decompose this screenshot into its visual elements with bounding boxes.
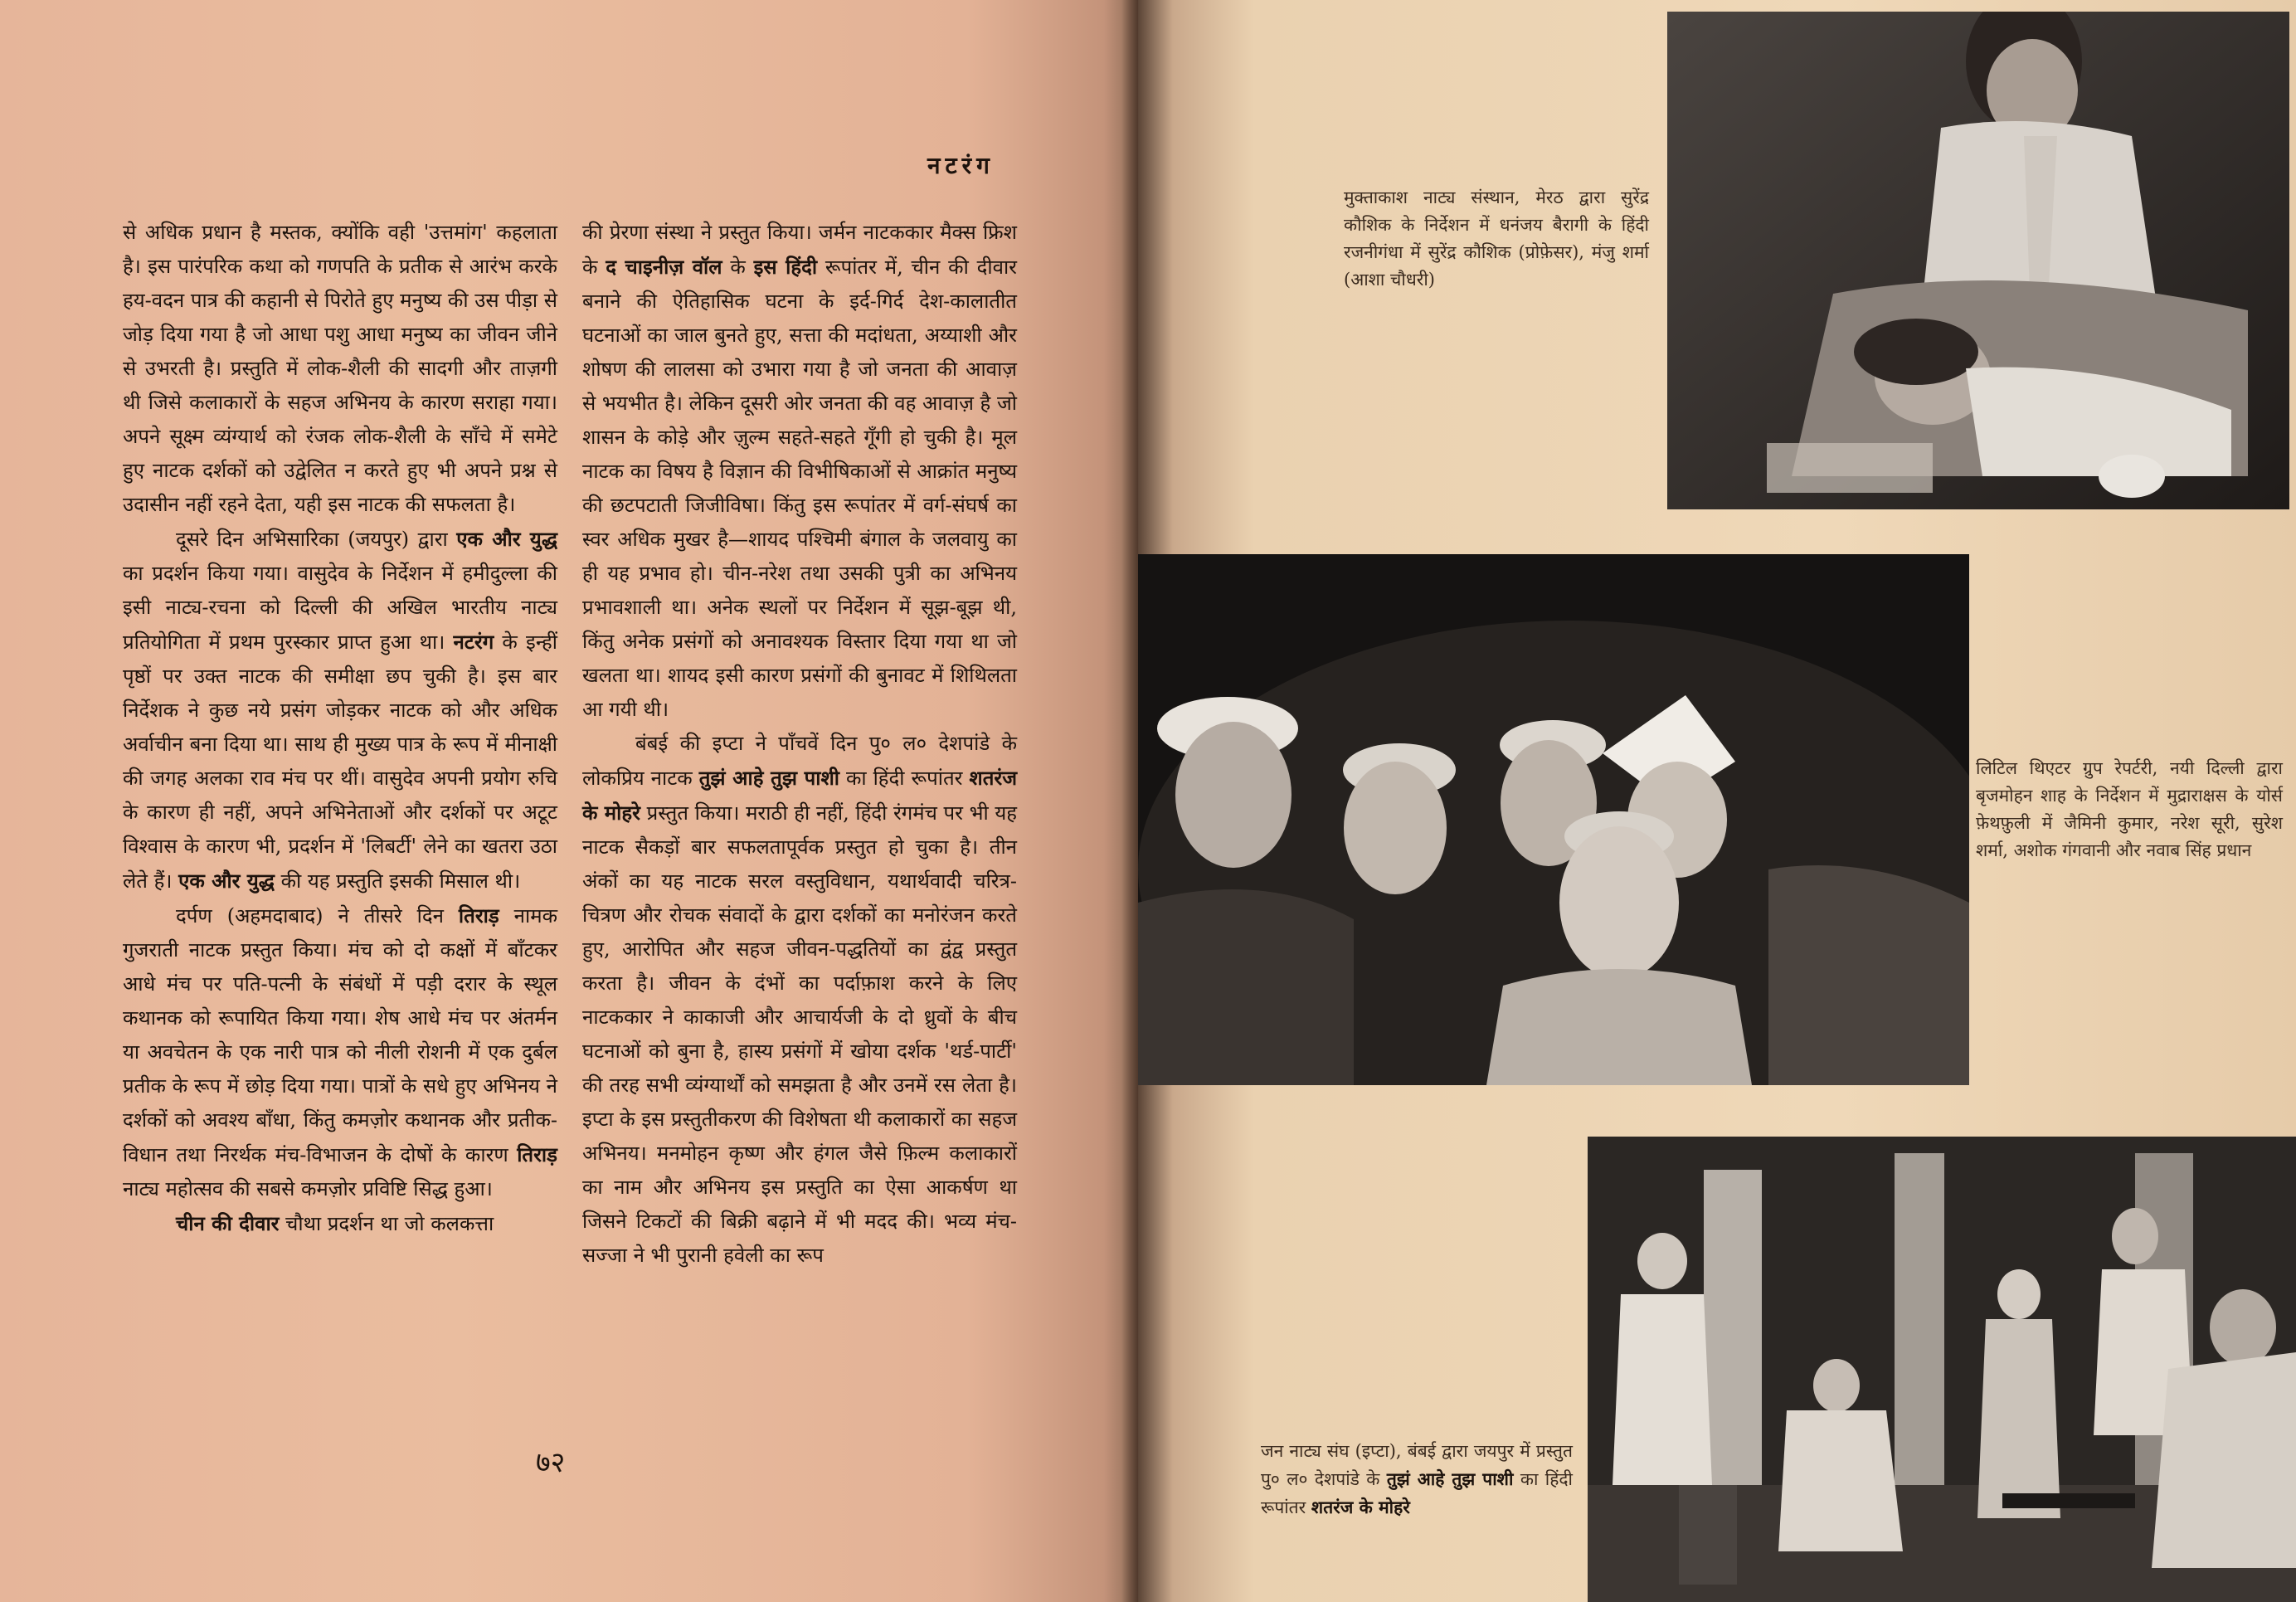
paragraph [123,1206,557,1241]
play-title: एक और युद्ध [456,527,557,551]
paragraph [123,522,557,898]
text-span: नामक गुजराती नाटक प्रस्तुत किया। मंच को दो कक्षों में बाँटकर आधे मंच पर पति-पत्नी के संबंधों में पड़ी दरार के स्थूल कथानक को रूपायित किया गया। शेष आधे मंच पर अंतर्मन या अवचेतन के एक नारी पात्र को नीली रोशनी में एक दुर्बल प्रतीक के रूप में छोड़ दिया गया। पात्रों के सधे हुए अभिनय ने दर्शकों को अवश्य बाँधा, किंतु कमज़ोर कथानक और प्रतीक-विधान तथा निरर्थक मंच-विभाजन के दोषों के कारण [123,904,557,1166]
text-span: रूपांतर में, चीन की दीवार बनाने की ऐतिहासिक घटना के इर्द-गिर्द देश-कालातीत घटनाओं का जाल बुनते हुए, सत्ता की मदांधता, अय्याशी और शोषण की लालसा को उभारा गया है जो जनता की आवाज़ से भयभीत है। लेकिन दूसरी ओर जनता की वह आवाज़ है जो शासन के कोड़े और ज़ुल्म सहते-सहते गूँगी हो चुकी है। मूल नाटक का विषय है विज्ञान की विभीषिकाओं से आक्रांत मनुष्य की छटपटाती जिजीविषा। किंतु इस रूपांतर में वर्ग-संघर्ष का स्वर अधिक मुखर है—शायद पश्चिमी बंगाल के जलवायु का ही यह प्रभाव हो। चीन-नरेश तथा उसकी पुत्री का अभिनय प्रभावशाली था। अनेक स्थलों पर निर्देशन में सूझ-बूझ थी, किंतु अनेक प्रसंगों को अनावश्यक विस्तार दिया गया था जो खलता था। शायद इसी कारण प्रसंगों की बुनावट में शिथिलता आ गयी थी। [582,256,1017,721]
paragraph [123,898,557,1206]
photo-image [1588,1137,2296,1602]
play-title: शतरंज के मोहरे [1311,1497,1410,1517]
text-span: प्रस्तुत किया। मराठी ही नहीं, हिंदी रंगमंच पर भी यह नाटक सैकड़ों बार सफलतापूर्वक प्रस्तुत हो चुका है। तीन अंकों का यह नाटक सरल वस्तुविधान, यथार्थवादी चरित्र-चित्रण और रोचक संवादों के द्वारा दर्शकों का मनोरंजन करते हुए, आरोपित और सहज जीवन-पद्धतियों का द्वंद्व प्रस्तुत करता है। जीवन के दंभों का पर्दाफ़ाश करने के लिए नाटककार ने काकाजी और आचार्यजी के दो ध्रुवों के बीच घटनाओं को बुना है, हास्य प्रसंगों में खोया दर्शक 'थर्ड-पार्टी' की तरह सभी व्यंग्यार्थों को समझता है और उनमें रस लेता है। इप्टा के इस प्रस्तुतीकरण की विशेषता थी कलाकारों का सहज अभिनय। मनमोहन कृष्ण और हंगल जैसे फ़िल्म कलाकारों का नाम और अभिनय इस प्रस्तुति का ऐसा आकर्षण था जिसने टिकटों की बिक्री बढ़ाने में भी मदद की। भव्य मंच-सज्जा ने भी पुरानी हवेली का रूप [582,801,1017,1267]
bold-text: इस हिंदी [753,255,818,279]
play-title: शतरंज के मोहरे [582,766,1018,825]
caption-top: मुक्ताकाश नाट्य संस्थान, मेरठ द्वारा सुरेंद्र कौशिक के निर्देशन में धनंजय बैरागी के हिंदी रजनीगंधा में सुरेंद्र कौशिक (प्रोफ़ेसर), मंजु शर्मा (आशा चौधरी) [1344,187,1649,290]
caption-middle: लिटिल थिएटर ग्रुप रेपर्टरी, नयी दिल्ली द्वारा बृजमोहन शाह के निर्देशन में मुद्राराक्षस के योर्स फ़ेथफ़ुली में जैमिनी कुमार, नरेश सूरी, सुरेश शर्मा, अशोक गंगवानी और नवाब सिंह प्रधान [1976,758,2283,860]
caption-bottom [1261,1438,1573,1522]
paragraph: से अधिक प्रधान है मस्तक, क्योंकि वही 'उत्तमांग' कहलाता है। इस पारंपरिक कथा को गणपति के प्रतीक से आरंभ करके हय-वदन पात्र की कहानी से पिरोते हुए मनुष्य की उस पीड़ा से जोड़ दिया गया है जो आधा पशु आधा मनुष्य का जीवन जीने से उभरती है। प्रस्तुति में लोक-शैली की सादगी और ताज़गी थी जिसे कलाकारों के सहज अभिनय के कारण सराहा गया। अपने सूक्ष्म व्यंग्यार्थ को रंजक लोक-शैली के साँचे में समेटे हुए नाटक दर्शकों को उद्वेलित न करते हुए भी अपने प्रश्न से उदासीन नहीं रहने देता, यही इस नाटक की सफलता है। [123,221,557,516]
play-title: तिराड़ [517,1142,557,1166]
photo-shatranj-ke-mohre [1588,1137,2296,1602]
photo-yours-faithfully [1138,554,1969,1085]
running-head: नटरंग [927,152,995,179]
photo-rajanigandha [1667,12,2289,509]
text-span: की प्रेरणा संस्था ने प्रस्तुत किया। जर्मन नाटककार मैक्स फ्रिश के [582,221,1017,279]
text-span: के इन्हीं पृष्ठों पर उक्त नाटक की समीक्षा छप चुकी है। इस बार निर्देशक ने कुछ नये प्रसंग जोड़कर नाटक को और अधिक अर्वाचीन बना दिया था। साथ ही मुख्य पात्र के रूप में मीनाक्षी की जगह अलका राव मंच पर थीं। वासुदेव अपनी प्रयोग रुचि के कारण ही नहीं, अपने अभिनेताओं और दर्शकों पर अटूट विश्वास के कारण भी, प्रदर्शन में 'लिबर्टी' लेने का खतरा उठा लेते हैं। [123,631,557,893]
text-span: बंबई की इप्टा ने पाँचवें दिन पु० ल० देशपांडे के लोकप्रिय नाटक [582,732,1017,790]
text-span: दर्पण (अहमदाबाद) ने तीसरे दिन [176,904,459,928]
play-title: तुझं आहे तुझ पाशी [1386,1468,1514,1489]
play-title: एक और युद्ध [178,869,275,893]
text-column-right [582,216,1017,1273]
text-span: की यह प्रस्तुति इसकी मिसाल थी। [274,869,521,893]
text-span: के [722,256,754,279]
text-span: चौथा प्रदर्शन था जो कलकत्ता [279,1212,494,1235]
text-span: का हिंदी रूपांतर [1261,1469,1573,1517]
text-span: नाट्य महोत्सव की सबसे कमज़ोर प्रविष्टि सिद्ध हुआ। [123,1177,493,1200]
photo-image [1138,554,1969,1085]
page-number: ७२ [536,1446,566,1479]
left-page [0,0,1138,1602]
text-span: का प्रदर्शन किया गया। वासुदेव के निर्देशन में हमीदुल्ला की इसी नाट्य-रचना को दिल्ली की अखिल भारतीय नाट्य प्रतियोगिता में प्रथम पुरस्कार प्राप्त हुआ था। [123,562,557,654]
play-title: चीन की दीवार [176,1211,280,1235]
play-title: द चाइनीज़ वॉल [606,255,722,279]
text-span: का हिंदी रूपांतर [839,767,970,790]
play-title: तुझं आहे तुझ पाशी [698,766,840,790]
play-title: तिराड़ [458,903,499,928]
paragraph [582,727,1017,1273]
text-column-left [123,216,557,1241]
magazine-title: नटरंग [453,630,494,654]
right-page [1138,0,2296,1602]
photo-image [1667,12,2289,509]
paragraph [582,216,1017,727]
text-span: दूसरे दिन अभिसारिका (जयपुर) द्वारा [176,528,457,551]
text-span: जन नाट्य संघ (इप्टा), बंबई द्वारा जयपुर में प्रस्तुत पु० ल० देशपांडे के [1261,1441,1573,1489]
